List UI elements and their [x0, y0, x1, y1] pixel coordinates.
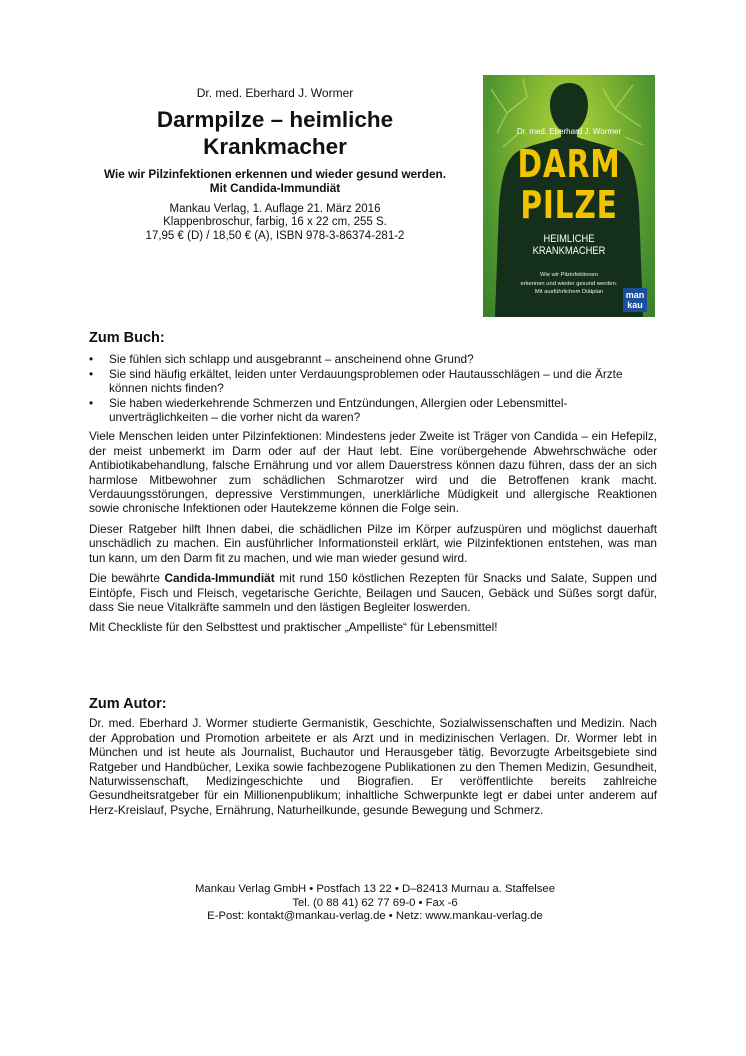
- book-section-heading: Zum Buch:: [89, 330, 165, 346]
- book-title-line2: Krankmacher: [203, 134, 347, 159]
- book-description-paragraph: [89, 571, 657, 614]
- author-section: [89, 697, 657, 817]
- publisher-logo: [623, 288, 647, 312]
- checklist-note: Mit Checkliste für den Selbsttest und praktischer „Ampelliste“ für Lebensmittel!: [89, 620, 498, 635]
- book-title-line1: Darmpilze – heimliche: [156, 107, 394, 132]
- cover-blurb-line1: Wie wir Pilzinfektionen: [540, 272, 598, 278]
- para3-rest: mit rund 150 köstlichen Rezepten für Snacks und Salate, Suppen und Eintöpfe, Fisch und Fleisch, vegetarische Gerichte, Beilagen und Saucen, Gebäck und Süßes sorgt dafür, dass Sie neue Vitalkräfte sammeln und den lästigen Begleiter loswerden.: [89, 571, 657, 614]
- cover-title-darm: DARM: [517, 142, 621, 186]
- book-author: Dr. med. Eberhard J. Wormer: [196, 86, 354, 100]
- book-subtitle-line2: Mit Candida-Immundiät: [209, 181, 341, 195]
- cover-author: Dr. med. Eberhard J. Wormer: [516, 127, 622, 136]
- footer-address: Mankau Verlag GmbH • Postfach 13 22 • D–82413 Murnau a. Staffelsee: [195, 883, 555, 895]
- book-subtitle-line1: Wie wir Pilzinfektionen erkennen und wieder gesund werden.: [103, 167, 447, 181]
- cover-blurb: [503, 271, 635, 297]
- question-item: • Sie fühlen sich schlapp und ausgebrannt – anscheinend ohne Grund?: [89, 352, 657, 366]
- diet-name-highlight: Candida-Immundiät: [164, 571, 275, 586]
- book-header: [90, 86, 460, 243]
- book-description-paragraph: Viele Menschen leiden unter Pilzinfektionen: Mindestens jeder Zweite ist Träger von Candida – ein Hefepilz, der meist unbemerkt im Darm oder auf der Haut lebt. Eine vorübergehende Abwehrschwäche oder Antibiotikabehandlung, falsche Ernährung und vor allem Dauerstress können dazu führen, dass der an sich harmlose Mitbewohner zum schädlichen Schmarotzer wird und die Betroffenen krank macht. Verdauungsstörungen, depressive Verstimmungen, unerklärliche Müdigkeit und allergische Reaktionen sowie chronische Infektionen oder Hautekzeme können die Folge sein.: [89, 429, 657, 516]
- author-bio: Dr. med. Eberhard J. Wormer studierte Germanistik, Geschichte, Sozialwissenschaften und Medizin. Nach der Approbation und Promotion arbeitete er als Arzt und in medizinischen Verlagen. Dr. Wormer lebt in München und ist heute als Journalist, Buchautor und Herausgeber tätig. Bevorzugte Arbeitsgebiete sind Ratgeber und Handbücher, Lexika sowie fachbezogene Publikationen zu den Themen Medizin, Gesundheit, Naturwissenschaft, Medizingeschichte und Biografien. Er veröffentlichte bereits zahlreiche Gesundheitsratgeber für ein Millionenpublikum; inhaltliche Schwerpunkte legt er dabei unter anderem auf Herz-Kreislauf, Psyche, Ernährung, Naturheilkunde, gesunde Bewegung und Schmerz.: [89, 716, 657, 817]
- logo-line1: man: [625, 290, 645, 300]
- book-subtitle: [90, 167, 460, 195]
- author-section-heading: Zum Autor:: [89, 696, 167, 712]
- book-title: [90, 106, 460, 160]
- cover-blurb-line2: erkennen und wieder gesund werden.: [520, 280, 618, 287]
- question-item: • Sie sind häufig erkältet, leiden unter Verdauungsproblemen oder Hautausschlägen – und die Ärzte können nichts finden?: [89, 367, 657, 396]
- logo-line2: kau: [627, 300, 643, 310]
- para3-intro: Die bewährte: [89, 571, 165, 586]
- book-section: [89, 331, 657, 635]
- book-description-paragraph: Dieser Ratgeber hilft Ihnen dabei, die schädlichen Pilze im Körper aufzuspüren und möglichst dauerhaft unschädlich zu machen. Ein ausführlicher Informationsteil erklärt, wie Pilzinfektionen entstehen, was man tun kann, um den Darm fit zu machen, und wie man wieder gesund wird.: [89, 521, 657, 565]
- book-meta: [90, 203, 460, 243]
- cover-title-pilze: PILZE: [520, 183, 618, 227]
- format-info: Klappenbroschur, farbig, 16 x 22 cm, 255 S.: [163, 216, 387, 229]
- book-cover-image: [483, 75, 655, 317]
- cover-subtitle-line2: KRANKMACHER: [532, 245, 606, 257]
- publisher-info: Mankau Verlag, 1. Auflage 21. März 2016: [169, 203, 381, 215]
- footer-contact: E-Post: kontakt@mankau-verlag.de • Netz: www.mankau-verlag.de: [207, 910, 543, 923]
- cover-subtitle-line1: HEIMLICHE: [543, 233, 595, 245]
- cover-blurb-line3: Mit ausführlichem Diätplan: [534, 289, 604, 295]
- price-isbn-info: 17,95 € (D) / 18,50 € (A), ISBN 978-3-86374-281-2: [145, 229, 405, 242]
- publisher-footer: [90, 883, 660, 924]
- question-list: [89, 352, 657, 424]
- footer-phone: Tel. (0 88 41) 62 77 69-0 • Fax -6: [292, 896, 458, 909]
- question-item: • Sie haben wiederkehrende Schmerzen und Entzündungen, Allergien oder Lebensmittel-unverträglichkeiten – die vorher nicht da waren?: [89, 396, 657, 425]
